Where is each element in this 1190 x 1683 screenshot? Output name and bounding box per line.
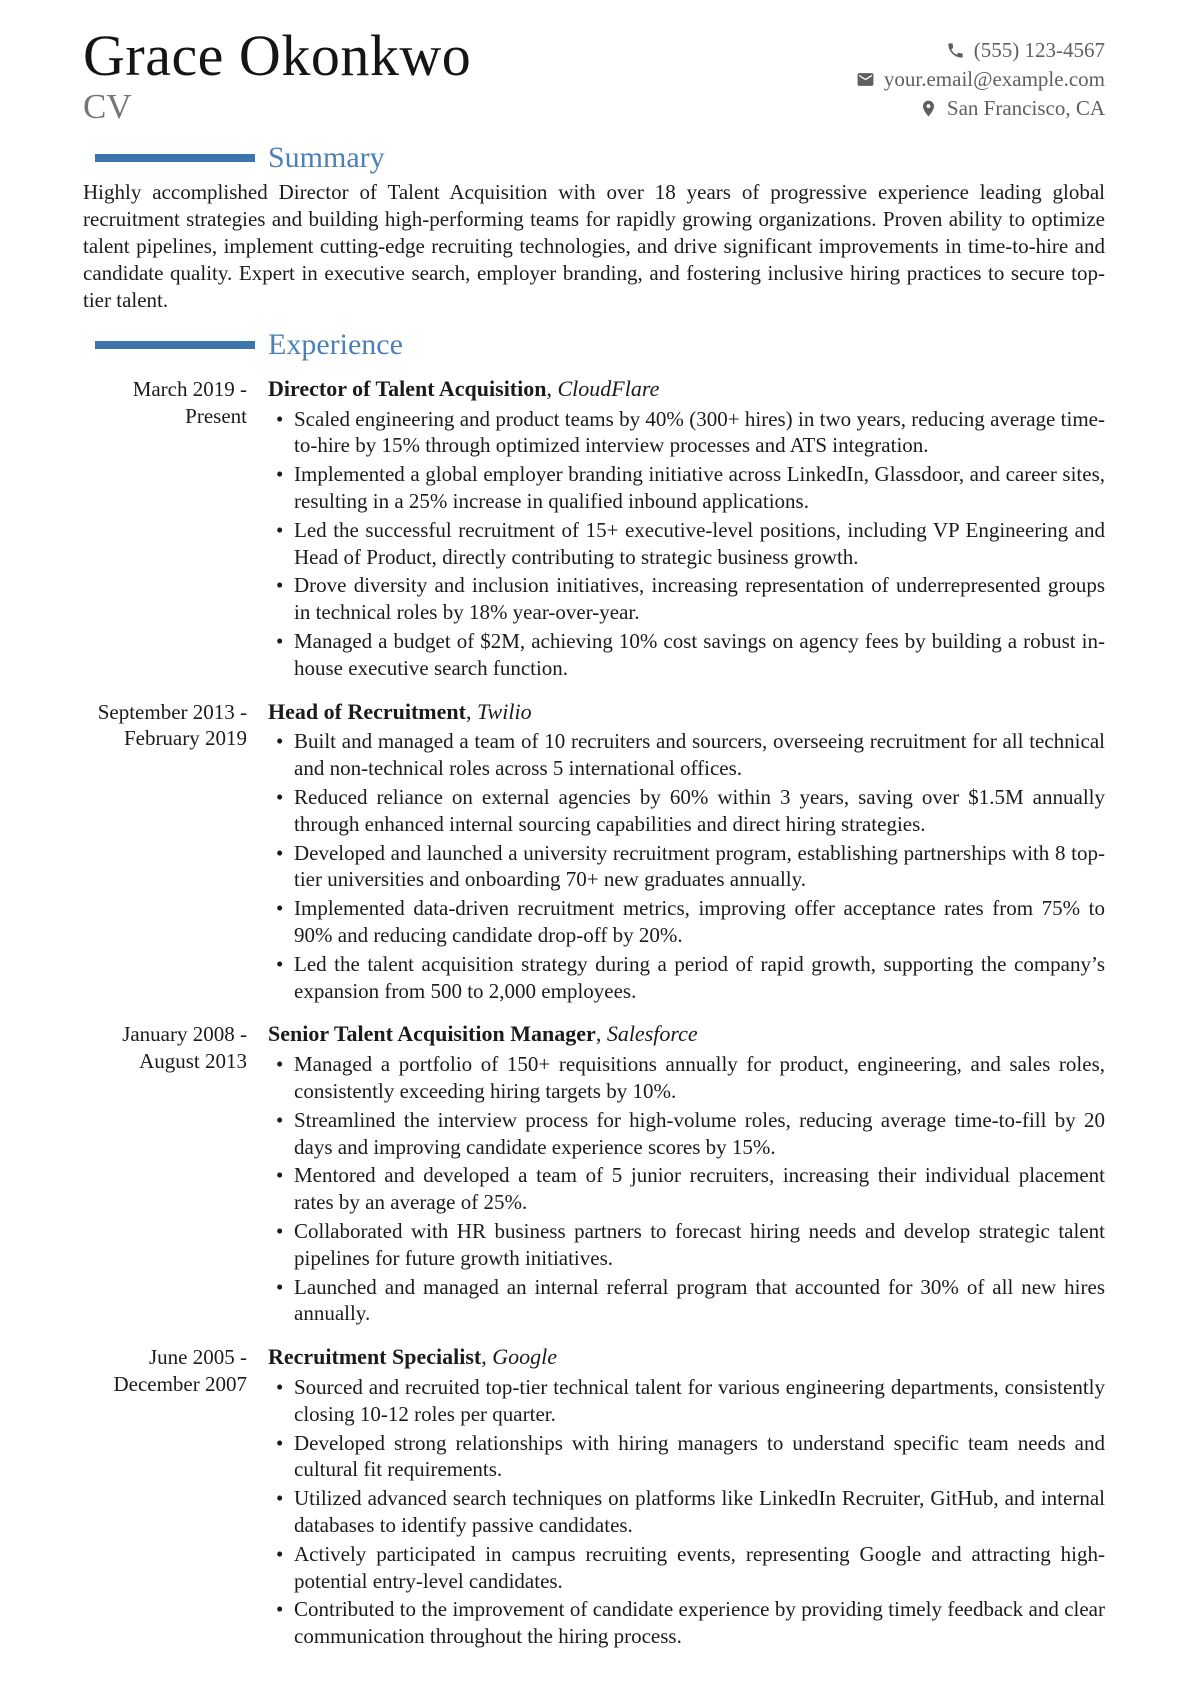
bullet-item: • Sourced and recruited top-tier technical talent for various engineering departments, consistently closing 10-12 roles per quarter. — [268, 1374, 1105, 1428]
entry-title-line — [268, 1021, 1105, 1048]
section-rule — [95, 341, 255, 349]
entry-job-title: Recruitment Specialist — [268, 1344, 482, 1370]
entry-title-line — [268, 376, 1105, 403]
entry-bullets — [268, 406, 1105, 682]
contact-phone — [856, 36, 1105, 65]
cv-header — [83, 23, 1105, 127]
entry-company: Salesforce — [606, 1021, 698, 1047]
entry-main — [268, 1344, 1105, 1652]
entry-separator: , — [481, 1344, 493, 1370]
experience-heading — [83, 329, 1105, 361]
bullet-item: • Managed a budget of $2M, achieving 10% cost savings on agency fees by building a robust in-house executive search function. — [268, 628, 1105, 682]
experience-section — [83, 329, 1105, 1652]
bullet-item: • Utilized advanced search techniques on platforms like LinkedIn Recruiter, GitHub, and internal databases to identify passive candidates. — [268, 1485, 1105, 1539]
entry-dates: June 2005 - December 2007 — [113, 1345, 247, 1396]
entry-main — [268, 699, 1105, 1007]
bullet-item: • Implemented data-driven recruitment metrics, improving offer acceptance rates from 75% to 90% and reducing candidate drop-off by 20%. — [268, 895, 1105, 949]
entry-separator: , — [595, 1021, 607, 1047]
map-pin-icon — [919, 99, 938, 118]
entry-main — [268, 1021, 1105, 1329]
entry-job-title: Senior Talent Acquisition Manager — [268, 1021, 596, 1047]
entry-dates: March 2019 - Present — [132, 376, 247, 428]
contact-info — [856, 36, 1105, 123]
entry-title-line — [268, 1344, 1105, 1371]
bullet-item: • Reduced reliance on external agencies by 60% within 3 years, saving over $1.5M annually through enhanced internal sourcing capabilities and direct hiring strategies. — [268, 784, 1105, 838]
entry-bullets — [268, 1374, 1105, 1650]
entry-company: CloudFlare — [557, 375, 660, 401]
bullet-item: • Contributed to the improvement of candidate experience by providing timely feedback and clear communication throughout the hiring process. — [268, 1596, 1105, 1650]
header-identity — [83, 23, 472, 127]
section-rule — [95, 154, 255, 162]
envelope-icon — [856, 70, 875, 89]
bullet-item: • Mentored and developed a team of 5 junior recruiters, increasing their individual placement rates by an average of 25%. — [268, 1162, 1105, 1216]
bullet-item: • Launched and managed an internal referral program that accounted for 30% of all new hires annually. — [268, 1274, 1105, 1328]
location-text: San Francisco, CA — [946, 96, 1105, 120]
bullet-item: • Scaled engineering and product teams by 40% (300+ hires) in two years, reducing average time-to-hire by 15% through optimized interview processes and ATS integration. — [268, 406, 1105, 460]
experience-entries — [83, 376, 1105, 1652]
experience-entry — [83, 376, 1105, 684]
bullet-item: • Built and managed a team of 10 recruiters and sourcers, overseeing recruitment for all technical and non-technical roles across 5 international offices. — [268, 728, 1105, 782]
email-address: your.email@example.com — [883, 67, 1105, 91]
bullet-item: • Developed and launched a university recruitment program, establishing partnerships with 8 top-tier universities and onboarding 70+ new graduates annually. — [268, 840, 1105, 894]
entry-title-line — [268, 699, 1105, 726]
bullet-item: • Led the talent acquisition strategy during a period of rapid growth, supporting the company’s expansion from 500 to 2,000 employees. — [268, 951, 1105, 1005]
entry-separator: , — [465, 698, 477, 724]
entry-dates: September 2013 - February 2019 — [97, 699, 247, 751]
phone-icon — [946, 41, 965, 60]
phone-number: (555) 123-4567 — [973, 38, 1105, 62]
summary-heading — [83, 142, 1105, 174]
summary-text: Highly accomplished Director of Talent Acquisition with over 18 years of progressive experience leading global recruitment strategies and building high-performing teams for rapidly growing organizations. Proven ability to optimize talent pipelines, implement cutting-edge recruiting technologies, and drive significant improvements in time-to-hire and candidate quality. Expert in executive search, employer branding, and fostering inclusive hiring practices to secure top-tier talent. — [83, 180, 1105, 312]
experience-entry — [83, 699, 1105, 1007]
bullet-item: • Collaborated with HR business partners to forecast hiring needs and develop strategic talent pipelines for future growth initiatives. — [268, 1218, 1105, 1272]
bullet-item: • Implemented a global employer branding initiative across LinkedIn, Glassdoor, and career sites, resulting in a 25% increase in qualified inbound applications. — [268, 461, 1105, 515]
cv-subtitle: CV — [83, 87, 132, 127]
bullet-item: • Developed strong relationships with hiring managers to understand specific team needs and cultural fit requirements. — [268, 1430, 1105, 1484]
candidate-name: Grace Okonkwo — [83, 23, 472, 88]
entry-job-title: Director of Talent Acquisition — [268, 375, 547, 401]
summary-section — [83, 142, 1105, 313]
contact-email — [856, 65, 1105, 94]
entry-company: Twilio — [476, 698, 532, 724]
entry-company: Google — [492, 1344, 557, 1370]
contact-location — [856, 94, 1105, 123]
entry-main — [268, 376, 1105, 684]
bullet-item: • Drove diversity and inclusion initiatives, increasing representation of underrepresented groups in technical roles by 18% year-over-year. — [268, 572, 1105, 626]
bullet-item: • Managed a portfolio of 150+ requisitions annually for product, engineering, and sales roles, consistently exceeding hiring targets by 10%. — [268, 1051, 1105, 1105]
entry-separator: , — [546, 375, 558, 401]
entry-dates: January 2008 - August 2013 — [122, 1022, 247, 1074]
entry-job-title: Head of Recruitment — [268, 698, 466, 724]
experience-entry — [83, 1344, 1105, 1652]
bullet-item: • Streamlined the interview process for high-volume roles, reducing average time-to-fill by 20 days and improving candidate experience scores by 15%. — [268, 1107, 1105, 1161]
experience-title: Experience — [268, 328, 403, 362]
summary-title: Summary — [268, 140, 385, 174]
entry-bullets — [268, 728, 1105, 1004]
entry-bullets — [268, 1051, 1105, 1327]
experience-entry — [83, 1021, 1105, 1329]
bullet-item: • Led the successful recruitment of 15+ executive-level positions, including VP Engineering and Head of Product, directly contributing to strategic business growth. — [268, 517, 1105, 571]
bullet-item: • Actively participated in campus recruiting events, representing Google and attracting high-potential entry-level candidates. — [268, 1541, 1105, 1595]
